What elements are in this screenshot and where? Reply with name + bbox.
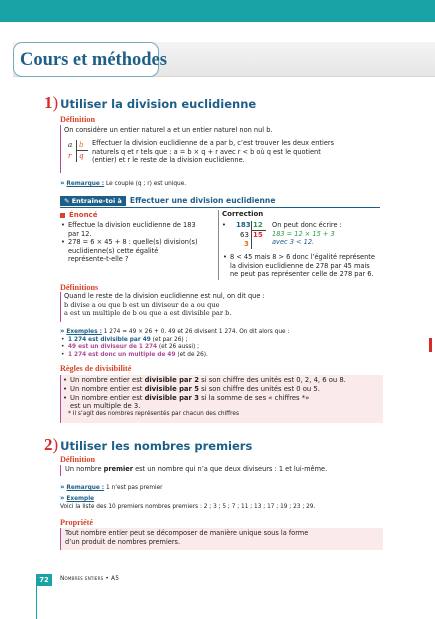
definitions-text [64, 292, 380, 318]
exercise-header [60, 196, 275, 206]
remark-arrow-icon: » [60, 483, 65, 491]
diagram-q: q [79, 152, 84, 160]
definitions-heading: Définitions [60, 283, 99, 292]
remark-label: Remarque : [66, 485, 105, 491]
prime-definition: Un nombre premier est un nombre qui n’a que deux diviseurs : 1 et lui-même. [60, 465, 380, 476]
correction-equation: 183 = 12 × 15 + 3 [272, 229, 335, 238]
enonce-item-2: • 278 = 6 × 45 + 8 : quelle(s) division(s) euclidienne(s) cette égalité représente-t-elle ? [60, 238, 216, 264]
dividend: 183 [236, 221, 251, 229]
rule-item-2: • Un nombre entier est divisible par 2 si son chiffre des unités est 0, 2, 4, 6 ou 8. [62, 376, 380, 385]
remark-1 [60, 179, 186, 189]
margin-marker [429, 338, 432, 352]
enonce-list [60, 221, 216, 264]
diagram-r: r [68, 152, 72, 160]
rules-note: * Il s’agit des nombres représentés par chacun des chiffres [68, 411, 240, 417]
definition-heading-2: Définition [60, 455, 96, 464]
rule-item-5: • Un nombre entier est divisible par 5 si son chiffre des unités est 0 ou 5. [62, 385, 380, 394]
example-item-3: • 1 274 est donc un multiple de 49 (et de 26). [60, 352, 380, 360]
remark-label: Remarque : [66, 181, 105, 187]
diagram-hline [76, 150, 88, 151]
exercise-divider [218, 210, 219, 280]
definition-text [92, 139, 378, 165]
exercise-title: Effectuer une division euclidienne [129, 196, 276, 206]
remark-text: 1 n’est pas premier [105, 485, 163, 491]
enonce-label: Énoncé [69, 211, 98, 219]
section-title: Utiliser les nombres premiers [60, 439, 253, 453]
remainder: 3 [244, 240, 249, 248]
section-paren: ) [52, 93, 59, 112]
definitions-line-1: b divise a ou que b est un diviseur de a ou que [64, 300, 220, 309]
definition-intro: On considère un entier naturel a et un entier naturel non nul b. [64, 126, 273, 134]
examples-text: 1 274 = 49 × 26 + 0. 49 et 26 divisent 1 274. On dit alors que : [103, 329, 290, 335]
property-heading: Propriété [60, 518, 94, 527]
example-arrow-icon: » [60, 494, 65, 502]
bullet-1: • [222, 221, 226, 229]
diagram-b: b [79, 141, 84, 149]
correction-item-2: • 8 < 45 mais 8 > 6 donc l’égalité représente la division euclidienne de 278 par 45 mais ne peut pas représenter celle de 278 par 6. [222, 253, 380, 279]
diagram-a: a [68, 141, 73, 149]
example-2 [60, 494, 380, 511]
definitions-line-2: a est un multiple de b ou que a est divisible par b. [64, 309, 232, 318]
examples-label: Exemples : [66, 329, 102, 335]
exercise-tag: ✎ Entraîne-toi à [60, 196, 126, 206]
correction-label: Correction [222, 210, 264, 218]
section-paren: ) [52, 435, 59, 454]
examples-list [60, 337, 380, 360]
correction-condition: avec 3 < 12. [272, 238, 315, 247]
examples-block [60, 327, 380, 359]
section-number: 2 [44, 435, 53, 454]
definition-line-3: (entier) et r le reste de la division euclidienne. [92, 156, 245, 165]
section-number: 1 [44, 93, 53, 112]
section-title: Utiliser la division euclidienne [60, 97, 257, 111]
division-vline [251, 221, 252, 249]
rule-item-3: • Un nombre entier est divisible par 3 si la somme de ses « chiffres *» est un multiple de 3. [62, 394, 380, 412]
example-item-1: • 1 274 est divisible par 49 (et par 26) ; [60, 337, 380, 345]
page-title: Cours et méthodes [20, 50, 167, 70]
definition-line-1: Effectuer la division euclidienne de a par b, c’est trouver les deux entiers [92, 139, 335, 147]
remark-2 [60, 483, 163, 493]
section-2-heading [44, 434, 252, 456]
definition-heading: Définition [60, 115, 96, 124]
rules-list [62, 376, 380, 411]
remark-arrow-icon: » [60, 179, 65, 187]
header-band [0, 0, 435, 22]
definitions-bar [60, 292, 62, 322]
remark-text: Le couple (q ; r) est unique. [105, 181, 187, 187]
page-number: 72 [36, 574, 52, 586]
property-box: Tout nombre entier peut se décomposer de manière unique sous la forme d’un produit de nombres premiers. [60, 528, 383, 550]
quotient: 15 [253, 231, 263, 239]
square-bullet-icon [60, 213, 65, 218]
exercise-rule [60, 207, 380, 208]
correction-1-text: On peut donc écrire : 183 = 12 × 15 + 3 avec 3 < 12. [272, 221, 382, 247]
example-label: Exemple [66, 496, 95, 502]
section-1-heading [44, 92, 256, 114]
divisor: 12 [253, 221, 263, 229]
footer-text: Nombres entiers • A5 [60, 576, 120, 582]
euclid-diagram [66, 140, 90, 162]
example-arrow-icon: » [60, 327, 65, 335]
intermediate: 63 [240, 231, 249, 239]
definitions-intro: Quand le reste de la division euclidienne est nul, on dit que : [64, 292, 265, 300]
long-division [236, 221, 270, 251]
example-item-2: • 49 est un diviseur de 1 274 (et 26 aussi) ; [60, 344, 380, 352]
rules-heading: Règles de divisibilité [60, 364, 132, 373]
pencil-icon: ✎ [64, 196, 72, 205]
enonce-item-1: • Effectue la division euclidienne de 183 par 12. [60, 221, 216, 238]
enonce-heading [60, 211, 97, 220]
correction-list-2 [222, 253, 380, 279]
example-text: Voici la liste des 10 premiers nombres premiers : 2 ; 3 ; 5 ; 7 ; 11 ; 13 ; 17 ; 19 ; 23 ; 29. [60, 503, 316, 510]
division-hline [251, 230, 266, 231]
definition-line-2: naturels q et r tels que : a = b × q + r avec r < b où q est le quotient [92, 147, 321, 156]
diagram-vline [76, 140, 77, 162]
